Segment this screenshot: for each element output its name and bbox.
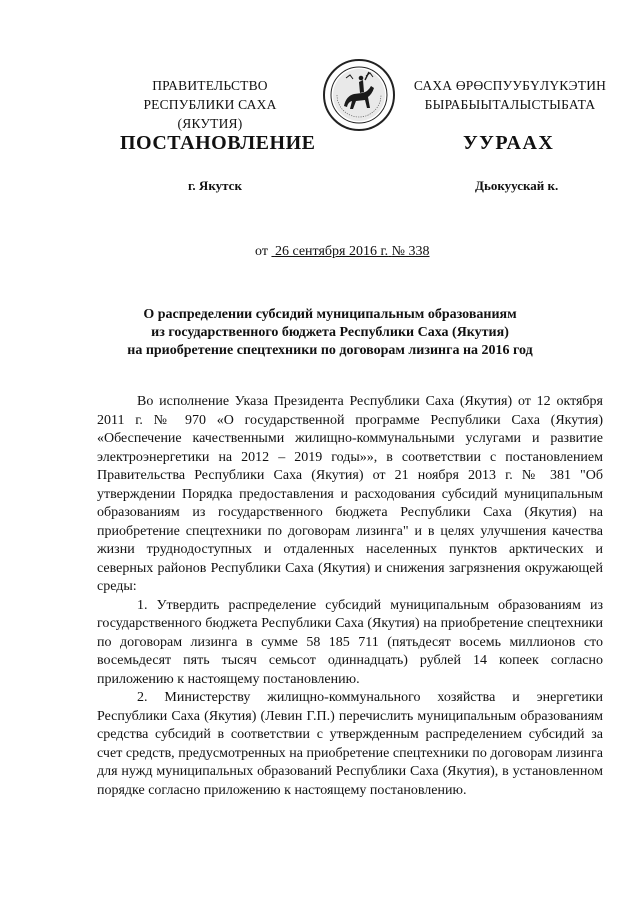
date-value: 26 сентября 2016 г. № 338 [274, 244, 430, 259]
document-type-title-ru: ПОСТАНОВЛЕНИЕ [120, 132, 316, 154]
city-sakha: Дьокуускай к. [475, 178, 559, 193]
document-number: 338 [408, 244, 430, 259]
document-type-title-sakha: УУРААХ [463, 132, 555, 154]
preamble-paragraph: Во исполнение Указа Президента Республики Саха (Якутия) от 12 октября 2011 г. № 970 «О государственной программе Республики Саха (Якутия) «Обеспечение качественными жилищно-коммунальными услугами и развитие электроэнергетики на 2012 – 2019 годы»», в соответствии с постановлением Правительства Республики Саха (Якутия) от 21 ноября 2013 г. № 381 "Об утверждении Порядка предоставления и расходования субсидий муниципальным образованиям из государственного бюджета Республики Саха (Якутия) на приобретение спецтехники по договорам лизинга" и в целях улучшения качества жизни труднодоступных и отдаленных населенных пунктов арктических и северных районов Республики Саха (Якутия) и снижения загрязнения окружающей среды: [97, 394, 603, 594]
coat-of-arms-emblem-icon [322, 58, 396, 132]
document-subject [90, 306, 570, 360]
header-left-authority [110, 76, 310, 133]
header-right-line1: САХА ӨРӨСПУУБҮЛҮКЭТИН [413, 78, 607, 93]
header-left-line2: РЕСПУБЛИКИ САХА (ЯКУТИЯ) [143, 97, 277, 131]
number-prefix: № [391, 244, 405, 259]
clause-2-paragraph: 2. Министерству жилищно-коммунального хозяйства и энергетики Республики Саха (Якутия) (Левин Г.П.) перечислить муниципальным образованиям средства субсидий в соответствии с утвержденным распределением субсидий за счет средств, предусмотренных на приобретение спецтехники по договорам лизинга для нужд муниципальных образований Республики Саха (Якутия), в установленном порядке согласно приложению к настоящему постановлению. [97, 690, 603, 798]
subject-line2: из государственного бюджета Республики Саха (Якутия) [151, 325, 509, 340]
subject-line3: на приобретение спецтехники по договорам лизинга на 2016 год [127, 343, 533, 358]
header-right-authority [405, 76, 615, 114]
city-ru: г. Якутск [188, 178, 242, 193]
header-right-line2: БЫРАБЫЫТАЛЫСТЫБАТА [424, 97, 596, 112]
document-date-line [255, 244, 430, 260]
date-prefix: от [255, 244, 268, 259]
document-body [97, 393, 603, 800]
header-left-line1: ПРАВИТЕЛЬСТВО [152, 78, 268, 93]
subject-line1: О распределении субсидий муниципальным образованиям [143, 307, 517, 322]
clause-1-paragraph: 1. Утвердить распределение субсидий муниципальным образованиям из государственного бюджета Республики Саха (Якутия) на приобретение спецтехники по договорам лизинга в сумме 58 185 711 (пятьдесят восемь миллионов сто восемьдесят пять тысяч семьсот одиннадцать) рублей 14 копеек согласно приложению к настоящему постановлению. [97, 597, 603, 687]
